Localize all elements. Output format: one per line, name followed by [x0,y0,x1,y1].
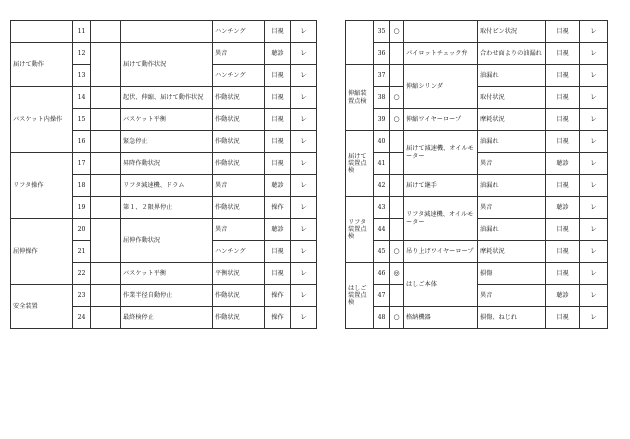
inspection-item: 届けて継手 [404,175,478,197]
inspection-method: 目視 [265,109,291,131]
inspection-condition: 作動状況 [213,87,265,109]
inspection-item: 届けて減速機、オイルモーター [404,131,478,175]
table-row [346,307,608,329]
row-number: 40 [374,131,390,153]
inspection-condition: 異音 [478,153,546,175]
inspection-item [121,21,213,43]
priority-mark [390,197,404,219]
table-row [11,219,317,241]
table-row [346,43,608,65]
priority-mark: ○ [390,241,404,263]
inspection-method: 目視 [546,21,580,43]
check-mark: レ [580,219,608,241]
inspection-method: 目視 [546,43,580,65]
inspection-item: 昇降作動状況 [121,153,213,175]
inspection-method: 操作 [265,307,291,329]
inspection-method: 目視 [265,263,291,285]
inspection-method: 目視 [265,65,291,87]
table-row [11,87,317,109]
row-number: 19 [73,197,91,219]
row-number: 16 [73,131,91,153]
inspection-method: 目視 [546,263,580,285]
inspection-item: 吊り上げワイヤーロープ [404,241,478,263]
group-cell [11,21,73,43]
inspection-item: はしご本体 [404,263,478,307]
row-number: 44 [374,219,390,241]
inspection-method: 操作 [265,197,291,219]
priority-mark: ◎ [390,263,404,285]
left-inspection-table [10,20,317,329]
table-row [346,241,608,263]
row-number: 39 [374,109,390,131]
check-mark: レ [580,197,608,219]
inspection-condition: ハンチング [213,241,265,263]
check-mark: レ [291,197,317,219]
check-mark: レ [291,175,317,197]
inspection-method: 目視 [265,21,291,43]
blank-cell [91,87,121,109]
inspection-method: 目視 [546,241,580,263]
inspection-condition: ハンチング [213,21,265,43]
inspection-condition: 作動状況 [213,109,265,131]
group-label: 安全装置 [11,285,73,329]
inspection-method: 目視 [546,307,580,329]
table-row [11,285,317,307]
inspection-method: 目視 [546,109,580,131]
inspection-condition: 損傷、ねじれ [478,307,546,329]
table-row [346,197,608,219]
inspection-item: 届けて動作状況 [121,43,213,87]
row-number: 48 [374,307,390,329]
group-label: バスケット内操作 [11,87,73,153]
right-inspection-table [345,20,608,329]
blank-cell [91,43,121,87]
row-number: 42 [374,175,390,197]
inspection-method: 目視 [265,241,291,263]
group-label: 届けて動作 [11,43,73,87]
inspection-item: バスケット平衡 [121,263,213,285]
inspection-method: 目視 [546,65,580,87]
check-mark: レ [580,43,608,65]
inspection-condition: 取付状況 [478,87,546,109]
check-mark: レ [291,65,317,87]
blank-cell [91,197,121,219]
inspection-condition: 異音 [213,219,265,241]
table-row [11,153,317,175]
blank-cell [91,153,121,175]
check-mark: レ [580,241,608,263]
table-row [11,21,317,43]
check-mark: レ [291,263,317,285]
check-mark: レ [291,285,317,307]
inspection-condition: 作動状況 [213,197,265,219]
priority-mark [390,43,404,65]
group-label: リフタ操作 [11,153,73,219]
check-mark: レ [291,109,317,131]
inspection-item: 最終検停止 [121,307,213,329]
table-row [346,131,608,153]
group-label: 届けて装置点検 [346,131,374,197]
inspection-condition: 異音 [478,197,546,219]
inspection-method: 目視 [265,87,291,109]
check-mark: レ [580,65,608,87]
inspection-condition: 油漏れ [478,65,546,87]
row-number: 13 [73,65,91,87]
group-label: 屈伸操作 [11,219,73,285]
priority-mark [390,285,404,307]
group-label: はしご装置点検 [346,263,374,329]
row-number: 36 [374,43,390,65]
inspection-condition: 油漏れ [478,131,546,153]
inspection-condition: 作動状況 [213,307,265,329]
row-number: 24 [73,307,91,329]
blank-cell [91,263,121,285]
inspection-condition: 平衡状況 [213,263,265,285]
row-number: 12 [73,43,91,65]
check-mark: レ [580,153,608,175]
inspection-method: 聴診 [265,219,291,241]
row-number: 18 [73,175,91,197]
blank-cell [91,175,121,197]
blank-cell [91,219,121,263]
inspection-condition: 異音 [213,175,265,197]
check-mark: レ [291,153,317,175]
check-mark: レ [580,175,608,197]
inspection-condition: ハンチング [213,65,265,87]
blank-cell [91,21,121,43]
row-number: 43 [374,197,390,219]
inspection-item [404,21,478,43]
inspection-item: 伸縮ワイヤーロープ [404,109,478,131]
row-number: 15 [73,109,91,131]
inspection-method: 聴診 [546,153,580,175]
check-mark: レ [580,263,608,285]
check-mark: レ [291,131,317,153]
check-mark: レ [291,21,317,43]
inspection-item: バスケット平衡 [121,109,213,131]
inspection-condition: 合わせ面よりの油漏れ [478,43,546,65]
check-mark: レ [580,87,608,109]
priority-mark: ○ [390,21,404,43]
row-number: 35 [374,21,390,43]
table-row [11,43,317,65]
row-number: 22 [73,263,91,285]
row-number: 17 [73,153,91,175]
group-cell [346,21,374,65]
inspection-method: 操作 [265,285,291,307]
row-number: 45 [374,241,390,263]
row-number: 20 [73,219,91,241]
inspection-item: 起伏、伸縮、届けて動作状況 [121,87,213,109]
inspection-condition: 油漏れ [478,219,546,241]
check-mark: レ [580,131,608,153]
inspection-condition: 損傷 [478,263,546,285]
inspection-item: 作業半径自動停止 [121,285,213,307]
inspection-method: 目視 [265,153,291,175]
check-mark: レ [291,219,317,241]
row-number: 37 [374,65,390,87]
inspection-condition: 摩耗状況 [478,241,546,263]
inspection-condition: 異音 [213,43,265,65]
inspection-item: 緊急停止 [121,131,213,153]
check-mark: レ [291,241,317,263]
inspection-condition: 作動状況 [213,153,265,175]
inspection-method: 聴診 [546,197,580,219]
inspection-item: 格納機器 [404,307,478,329]
priority-mark [390,219,404,241]
priority-mark [390,175,404,197]
table-row [346,21,608,43]
blank-cell [91,131,121,153]
check-mark: レ [580,285,608,307]
group-label: 伸縮装置点検 [346,65,374,131]
priority-mark [390,131,404,153]
priority-mark [390,153,404,175]
blank-cell [91,109,121,131]
inspection-condition: 取付ピン状況 [478,21,546,43]
check-mark: レ [291,43,317,65]
inspection-condition: 作動状況 [213,285,265,307]
inspection-condition: 異音 [478,285,546,307]
inspection-method: 目視 [546,87,580,109]
priority-mark: ○ [390,109,404,131]
table-row [346,263,608,285]
inspection-method: 聴診 [265,175,291,197]
inspection-item: 伸縮シリンダ [404,65,478,109]
inspection-condition: 摩耗状況 [478,109,546,131]
inspection-method: 聴診 [546,285,580,307]
inspection-method: 目視 [546,219,580,241]
priority-mark: ○ [390,307,404,329]
inspection-method: 目視 [546,175,580,197]
inspection-method: 聴診 [265,43,291,65]
row-number: 14 [73,87,91,109]
row-number: 46 [374,263,390,285]
table-row [346,65,608,87]
check-mark: レ [580,307,608,329]
check-mark: レ [580,109,608,131]
check-mark: レ [291,87,317,109]
inspection-method: 目視 [546,131,580,153]
inspection-method: 目視 [265,131,291,153]
table-row [346,175,608,197]
inspection-item: パイロットチェック弁 [404,43,478,65]
check-mark: レ [291,307,317,329]
priority-mark: ○ [390,87,404,109]
blank-cell [91,307,121,329]
row-number: 38 [374,87,390,109]
blank-cell [91,285,121,307]
inspection-item: リフタ減速機、ドラム [121,175,213,197]
inspection-item: リフタ減速機、オイルモーター [404,197,478,241]
check-mark: レ [580,21,608,43]
group-label: リフタ装置点検 [346,197,374,263]
priority-mark [390,65,404,87]
row-number: 41 [374,153,390,175]
inspection-item: 第１、２限界停止 [121,197,213,219]
row-number: 11 [73,21,91,43]
inspection-condition: 作動状況 [213,131,265,153]
inspection-condition: 油漏れ [478,175,546,197]
row-number: 47 [374,285,390,307]
row-number: 23 [73,285,91,307]
row-number: 21 [73,241,91,263]
inspection-item: 屈伸作動状況 [121,219,213,263]
table-row [346,109,608,131]
